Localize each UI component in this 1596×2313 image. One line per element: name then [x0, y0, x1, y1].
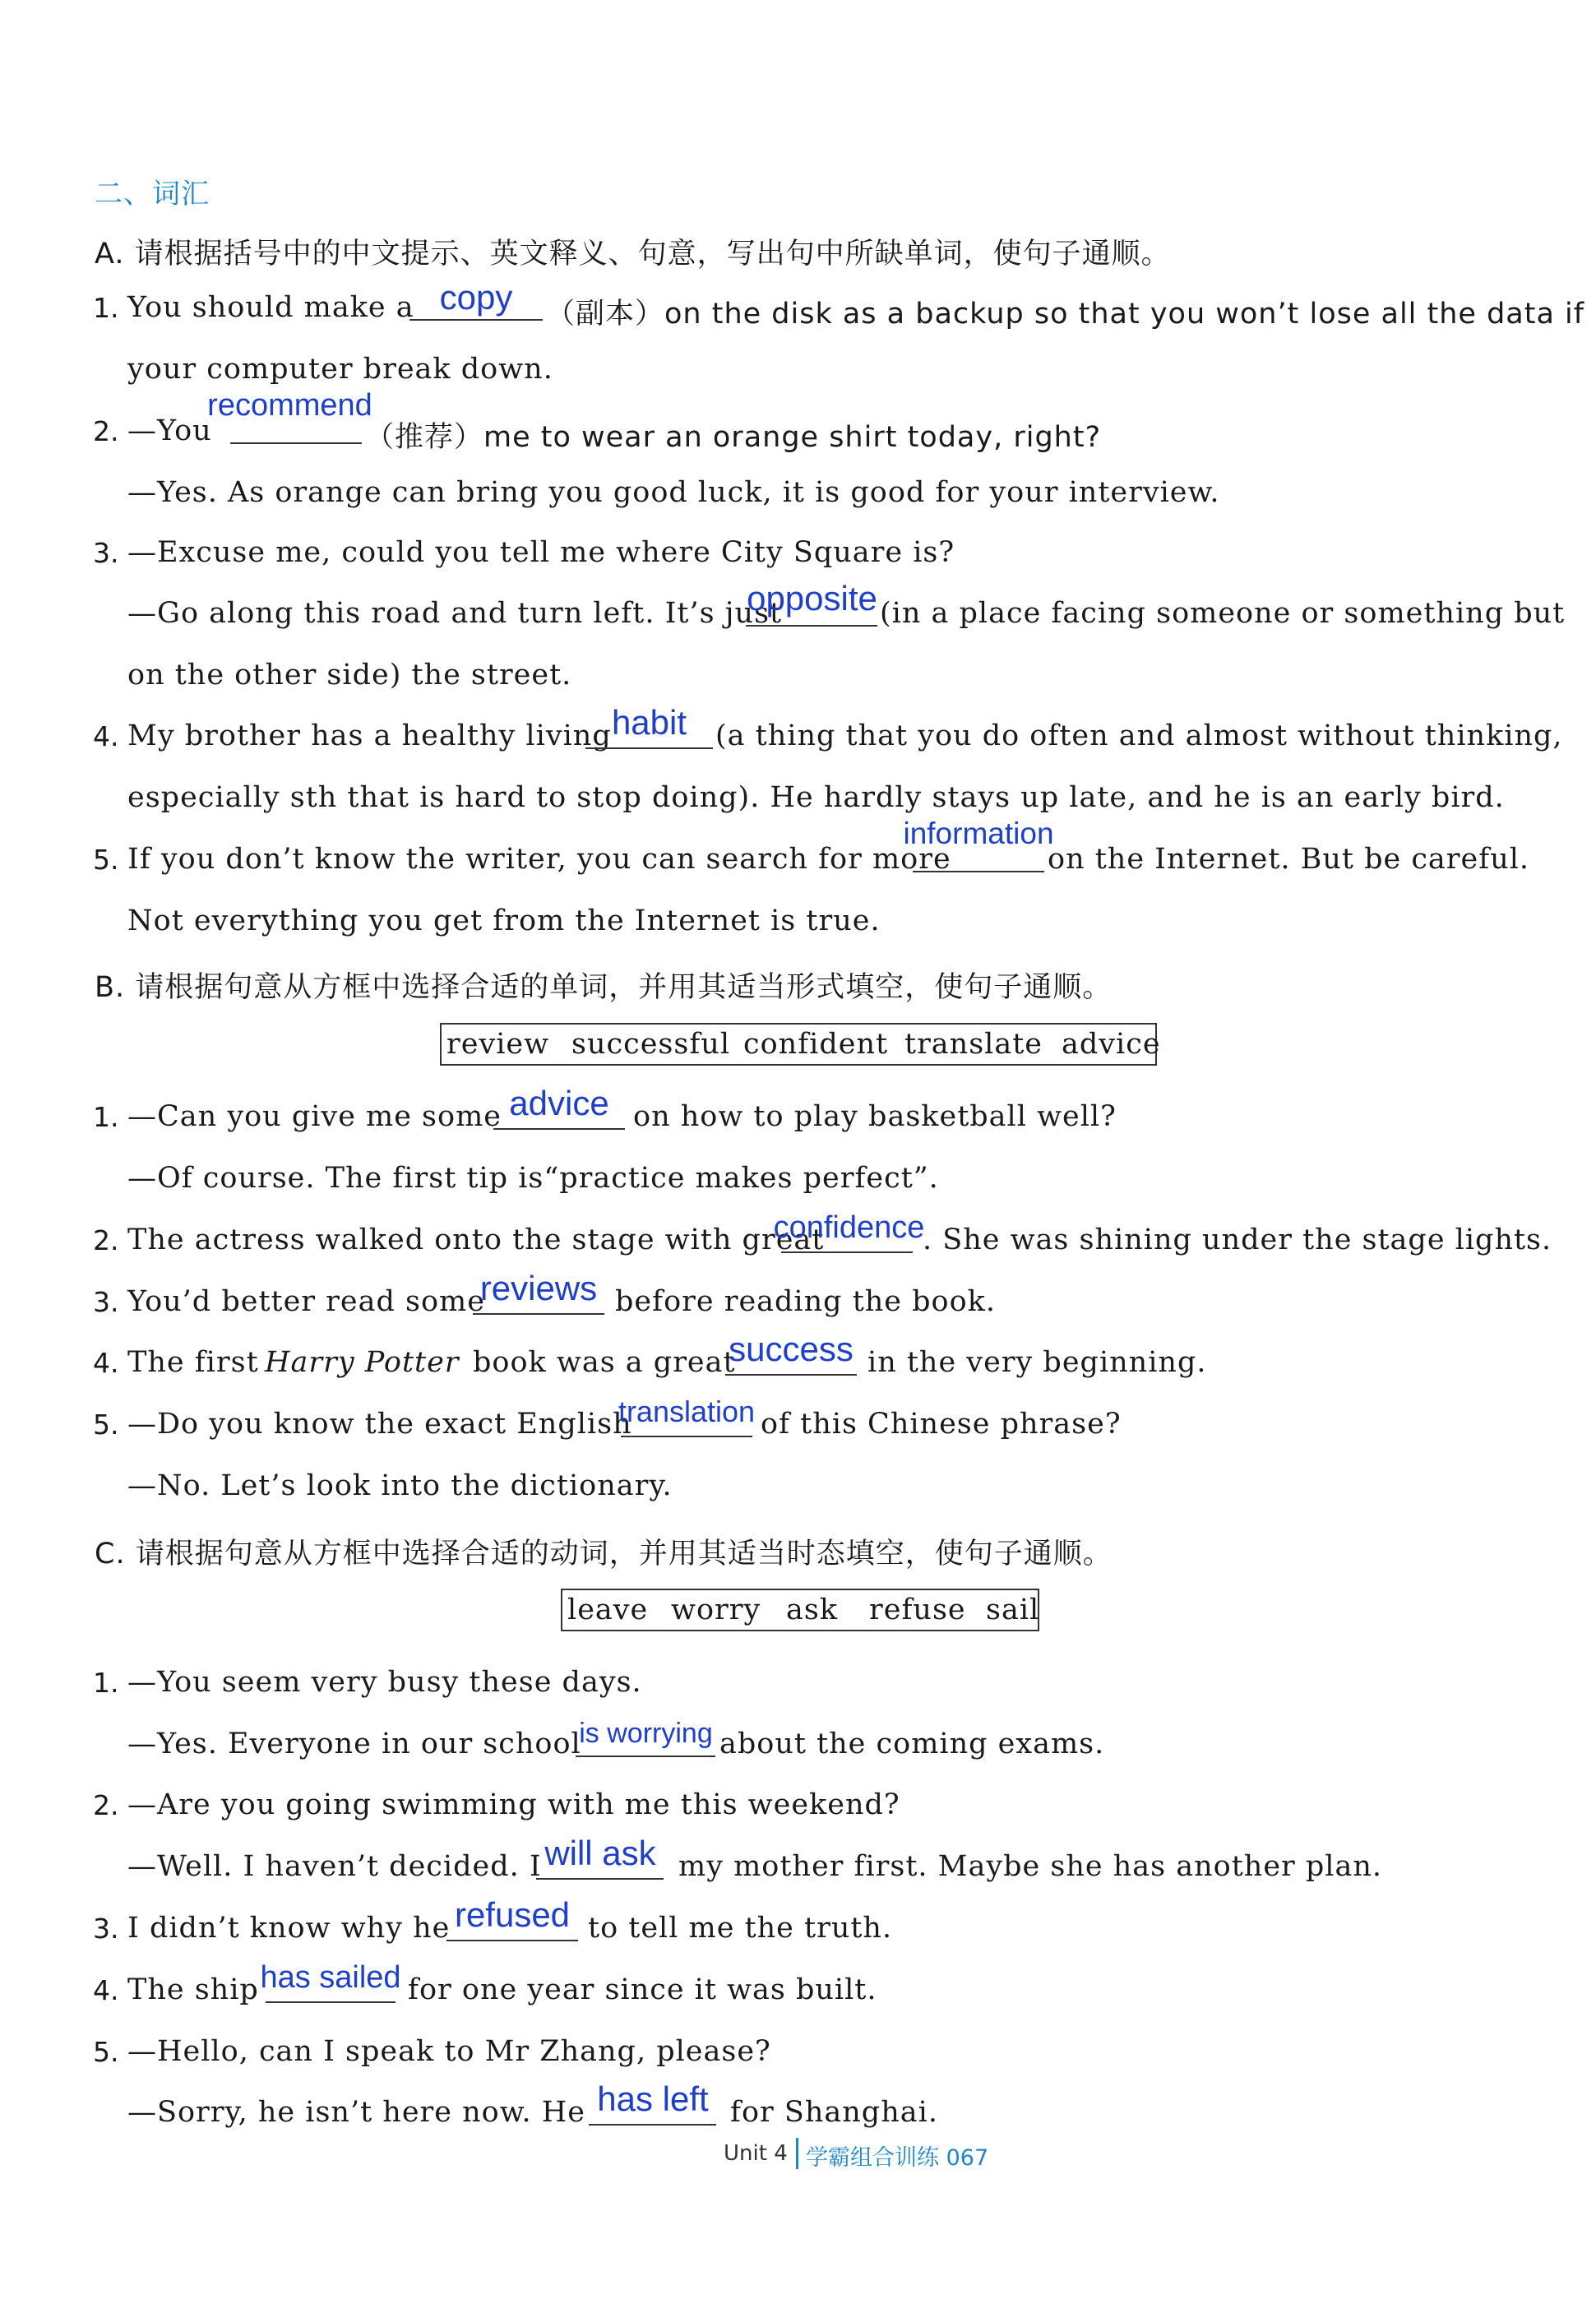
handwritten-answer: opposite: [747, 579, 877, 618]
handwritten-answer: success: [729, 1330, 854, 1368]
question-text: before reading the book.: [615, 1285, 997, 1318]
part-b-title: B. 请根据句意从方框中选择合适的单词，并用其适当形式填空，使句子通顺。: [95, 971, 1113, 1004]
word-option: worry: [671, 1594, 761, 1626]
question-text: —You: [127, 414, 212, 447]
question-number: 3.: [93, 537, 119, 569]
question-text: —Do you know the exact English: [127, 1408, 632, 1441]
answer-blank[interactable]: [576, 1756, 715, 1757]
handwritten-answer: translation: [618, 1395, 756, 1428]
verb-box: [561, 1589, 1039, 1631]
handwritten-answer: confidence: [773, 1210, 925, 1245]
answer-blank[interactable]: [913, 871, 1044, 872]
word-option: sail: [986, 1594, 1040, 1626]
a-q2-line: [0, 388, 1596, 461]
a-q4-line: [0, 705, 1596, 766]
question-text: The actress walked onto the stage with great: [127, 1224, 825, 1256]
handwritten-answer: advice: [509, 1084, 609, 1122]
c-q2-answer-line: [0, 1835, 1596, 1897]
part-a-title-line: [0, 216, 1596, 278]
question-number: 1.: [93, 292, 119, 324]
handwritten-answer: has left: [597, 2079, 709, 2118]
answer-blank[interactable]: [230, 442, 362, 444]
question-number: 5.: [93, 2036, 119, 2068]
question-text: You should make a: [127, 291, 414, 324]
question-number: 5.: [93, 844, 119, 876]
handwritten-answer: will ask: [544, 1834, 656, 1872]
page-footer: [0, 2138, 1596, 2171]
answer-blank[interactable]: [266, 2001, 396, 2003]
brand-page-number: 学霸组合训练 067: [806, 2145, 989, 2171]
answer-blank[interactable]: [746, 625, 877, 627]
handwritten-answer: recommend: [207, 388, 372, 423]
word-option: successful: [571, 1028, 731, 1061]
question-text: You’d better read some: [127, 1285, 485, 1318]
question-text: your computer break down.: [127, 353, 553, 386]
question-text: for one year since it was built.: [408, 1973, 877, 2006]
question-number: 5.: [93, 1409, 119, 1441]
word-option: refuse: [869, 1594, 966, 1626]
question-text: (a thing that you do often and almost without thinking,: [715, 719, 1563, 752]
question-number: 2.: [93, 415, 119, 447]
answer-blank[interactable]: [493, 1128, 625, 1130]
b-q5-reply-line: [0, 1455, 1596, 1516]
word-box: [440, 1023, 1161, 1066]
question-text: about the coming exams.: [719, 1728, 1105, 1760]
question-text: on the other side) the street.: [127, 659, 572, 692]
answer-blank[interactable]: [536, 1878, 664, 1880]
question-number: 2.: [93, 1789, 119, 1821]
word-option: ask: [786, 1594, 839, 1626]
footer-divider: [796, 2138, 798, 2169]
a-q3-line: [0, 521, 1596, 583]
handwritten-answer: copy: [439, 278, 513, 317]
reply-text: —Yes. As orange can bring you good luck, it is good for your interview.: [127, 476, 1220, 509]
part-c-title: C. 请根据句意从方框中选择合适的动词，并用其适当时态填空，使句子通顺。: [95, 1538, 1113, 1571]
question-text: —Excuse me, could you tell me where City Square is?: [127, 536, 955, 569]
answer-blank[interactable]: [446, 1940, 578, 1941]
a-q4-cont-line: [0, 766, 1596, 828]
question-text: on the Internet. But be careful.: [1048, 843, 1530, 876]
part-c-title-line: [0, 1516, 1596, 1578]
answer-blank[interactable]: [585, 747, 713, 749]
answer-blank[interactable]: [473, 1313, 604, 1315]
a-q3-answer-line: [0, 579, 1596, 644]
handwritten-answer: information: [903, 816, 1054, 850]
question-text: —Well. I haven’t decided. I: [127, 1850, 542, 1883]
handwritten-answer: has sailed: [260, 1960, 401, 1995]
a-q5-line: [0, 816, 1596, 890]
question-text: book was a great: [473, 1346, 736, 1379]
a-q2-reply-line: [0, 461, 1596, 523]
question-text: Not everything you get from the Internet is true.: [127, 904, 881, 937]
handwritten-answer: refused: [454, 1895, 571, 1934]
c-q5-line: [0, 2020, 1596, 2082]
question-text: —Can you give me some: [127, 1100, 502, 1133]
question-text: The first: [127, 1346, 259, 1379]
handwritten-answer: habit: [611, 703, 687, 742]
c-q5-answer-line: [0, 2081, 1596, 2143]
question-text: (in a place facing someone or something but: [880, 597, 1566, 630]
a-q1-line: [0, 276, 1596, 338]
question-text: for Shanghai.: [730, 2096, 938, 2129]
question-text: in the very beginning.: [867, 1346, 1207, 1379]
answer-blank[interactable]: [589, 2124, 716, 2126]
b-q5-line: [0, 1393, 1596, 1455]
answer-blank[interactable]: [409, 319, 543, 321]
c-q3-line: [0, 1897, 1596, 1959]
b-q1-reply-line: [0, 1147, 1596, 1209]
part-b-title-line: [0, 950, 1596, 1011]
book-title: Harry Potter: [265, 1346, 460, 1379]
question-text: of this Chinese phrase?: [761, 1408, 1122, 1441]
question-number: 4.: [93, 720, 119, 752]
section-heading: 二、词汇: [95, 178, 210, 210]
question-text: —Are you going swimming with me this weekend?: [127, 1788, 900, 1821]
c-q1-line: [0, 1651, 1596, 1713]
part-a-title: A. 请根据括号中的中文提示、英文释义、句意，写出句中所缺单词，使句子通顺。: [95, 238, 1171, 271]
question-text: My brother has a healthy living: [127, 719, 612, 752]
a-q3-cont-line: [0, 644, 1596, 705]
handwritten-answer: is worrying: [579, 1718, 713, 1749]
reply-text: —No. Let’s look into the dictionary.: [127, 1469, 673, 1502]
answer-blank[interactable]: [621, 1436, 752, 1437]
answer-blank[interactable]: [781, 1251, 913, 1253]
word-option: translate: [904, 1028, 1043, 1061]
b-q4-line: [0, 1331, 1596, 1393]
question-text: （推荐）me to wear an orange shirt today, right?: [365, 421, 1102, 454]
question-number: 1.: [93, 1667, 119, 1699]
unit-label: Unit 4: [724, 2141, 788, 2166]
answer-blank[interactable]: [725, 1374, 857, 1376]
question-text: —Go along this road and turn left. It’s just: [127, 597, 783, 630]
question-text: —Hello, can I speak to Mr Zhang, please?: [127, 2035, 771, 2068]
b-q1-line: [0, 1085, 1596, 1147]
question-text: The ship: [127, 1973, 259, 2006]
word-option: review: [446, 1028, 550, 1061]
question-number: 2.: [93, 1224, 119, 1256]
question-text: my mother first. Maybe she has another plan.: [678, 1850, 1383, 1883]
word-option: leave: [567, 1594, 649, 1626]
question-text: . She was shining under the stage lights.: [923, 1224, 1552, 1256]
handwritten-answer: reviews: [479, 1269, 598, 1307]
question-number: 4.: [93, 1347, 119, 1379]
question-number: 4.: [93, 1974, 119, 2006]
question-text: —Yes. Everyone in our school: [127, 1728, 581, 1760]
question-text: to tell me the truth.: [588, 1912, 893, 1945]
c-q1-answer-line: [0, 1713, 1596, 1774]
word-option: advice: [1062, 1028, 1161, 1061]
question-text: （副本）on the disk as a backup so that you won’t lose all the data if: [546, 298, 1585, 331]
b-q2-line: [0, 1209, 1596, 1270]
reply-text: —Of course. The first tip is“practice makes perfect”.: [127, 1162, 939, 1195]
question-text: If you don’t know the writer, you can search for more: [127, 843, 951, 876]
b-q3-line: [0, 1270, 1596, 1332]
section-heading-line: [0, 156, 1596, 218]
c-q2-line: [0, 1774, 1596, 1835]
question-number: 3.: [93, 1286, 119, 1318]
c-q4-line: [0, 1959, 1596, 2020]
question-text: —Sorry, he isn’t here now. He: [127, 2096, 586, 2129]
question-text: —You seem very busy these days.: [127, 1666, 642, 1699]
a-q5-cont-line: [0, 890, 1596, 951]
word-option: confident: [743, 1028, 889, 1061]
question-text: especially sth that is hard to stop doing). He hardly stays up late, and he is an early bird.: [127, 781, 1505, 814]
question-text: on how to play basketball well?: [633, 1100, 1117, 1133]
question-text: I didn’t know why he: [127, 1912, 451, 1945]
question-number: 3.: [93, 1913, 119, 1945]
question-number: 1.: [93, 1101, 119, 1133]
